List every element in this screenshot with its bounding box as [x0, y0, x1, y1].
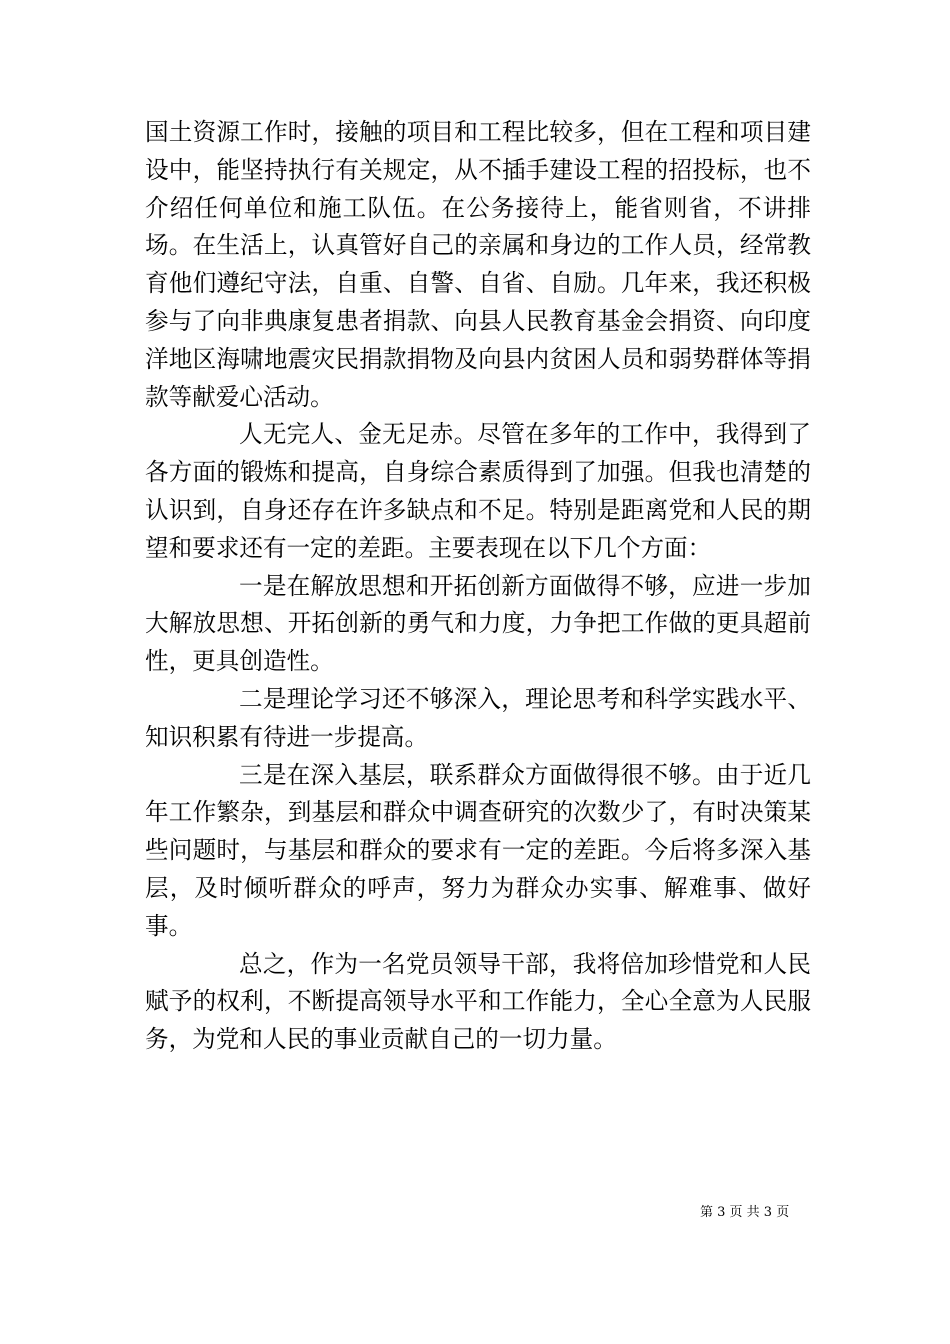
paragraph-point-three: 三是在深入基层，联系群众方面做得很不够。由于近几年工作繁杂，到基层和群众中调查研究的次数少了，有时决策某些问题时，与基层和群众的要求有一定的差距。今后将多深入基层，及时倾听群众的呼声，努力为群众办实事、解难事、做好事。 — [145, 760, 811, 940]
paragraph-point-two: 二是理论学习还不够深入，理论思考和科学实践水平、知识积累有待进一步提高。 — [145, 684, 811, 751]
document-body — [145, 114, 811, 1059]
paragraph-continuation: 国土资源工作时，接触的项目和工程比较多，但在工程和项目建设中，能坚持执行有关规定，从不插手建设工程的招投标，也不介绍任何单位和施工队伍。在公务接待上，能省则省，不讲排场。在生活上，认真管好自己的亲属和身边的工作人员，经常教育他们遵纪守法，自重、自警、自省、自励。几年来，我还积极参与了向非典康复患者捐款、向县人民教育基金会捐资、向印度洋地区海啸地震灾民捐款捐物及向县内贫困人员和弱势群体等捐款等献爱心活动。 — [145, 118, 811, 411]
paragraph-shortcomings-intro: 人无完人、金无足赤。尽管在多年的工作中，我得到了各方面的锻炼和提高，自身综合素质得到了加强。但我也清楚的认识到，自身还存在许多缺点和不足。特别是距离党和人民的期望和要求还有一定的差距。主要表现在以下几个方面： — [145, 420, 811, 562]
paragraph-point-one: 一是在解放思想和开拓创新方面做得不够，应进一步加大解放思想、开拓创新的勇气和力度，力争把工作做的更具超前性，更具创造性。 — [145, 571, 811, 676]
page-number-footer: 第 3 页 共 3 页 — [700, 1205, 790, 1220]
paragraph-conclusion: 总之，作为一名党员领导干部，我将倍加珍惜党和人民赋予的权利，不断提高领导水平和工作能力，全心全意为人民服务，为党和人民的事业贡献自己的一切力量。 — [145, 949, 811, 1054]
